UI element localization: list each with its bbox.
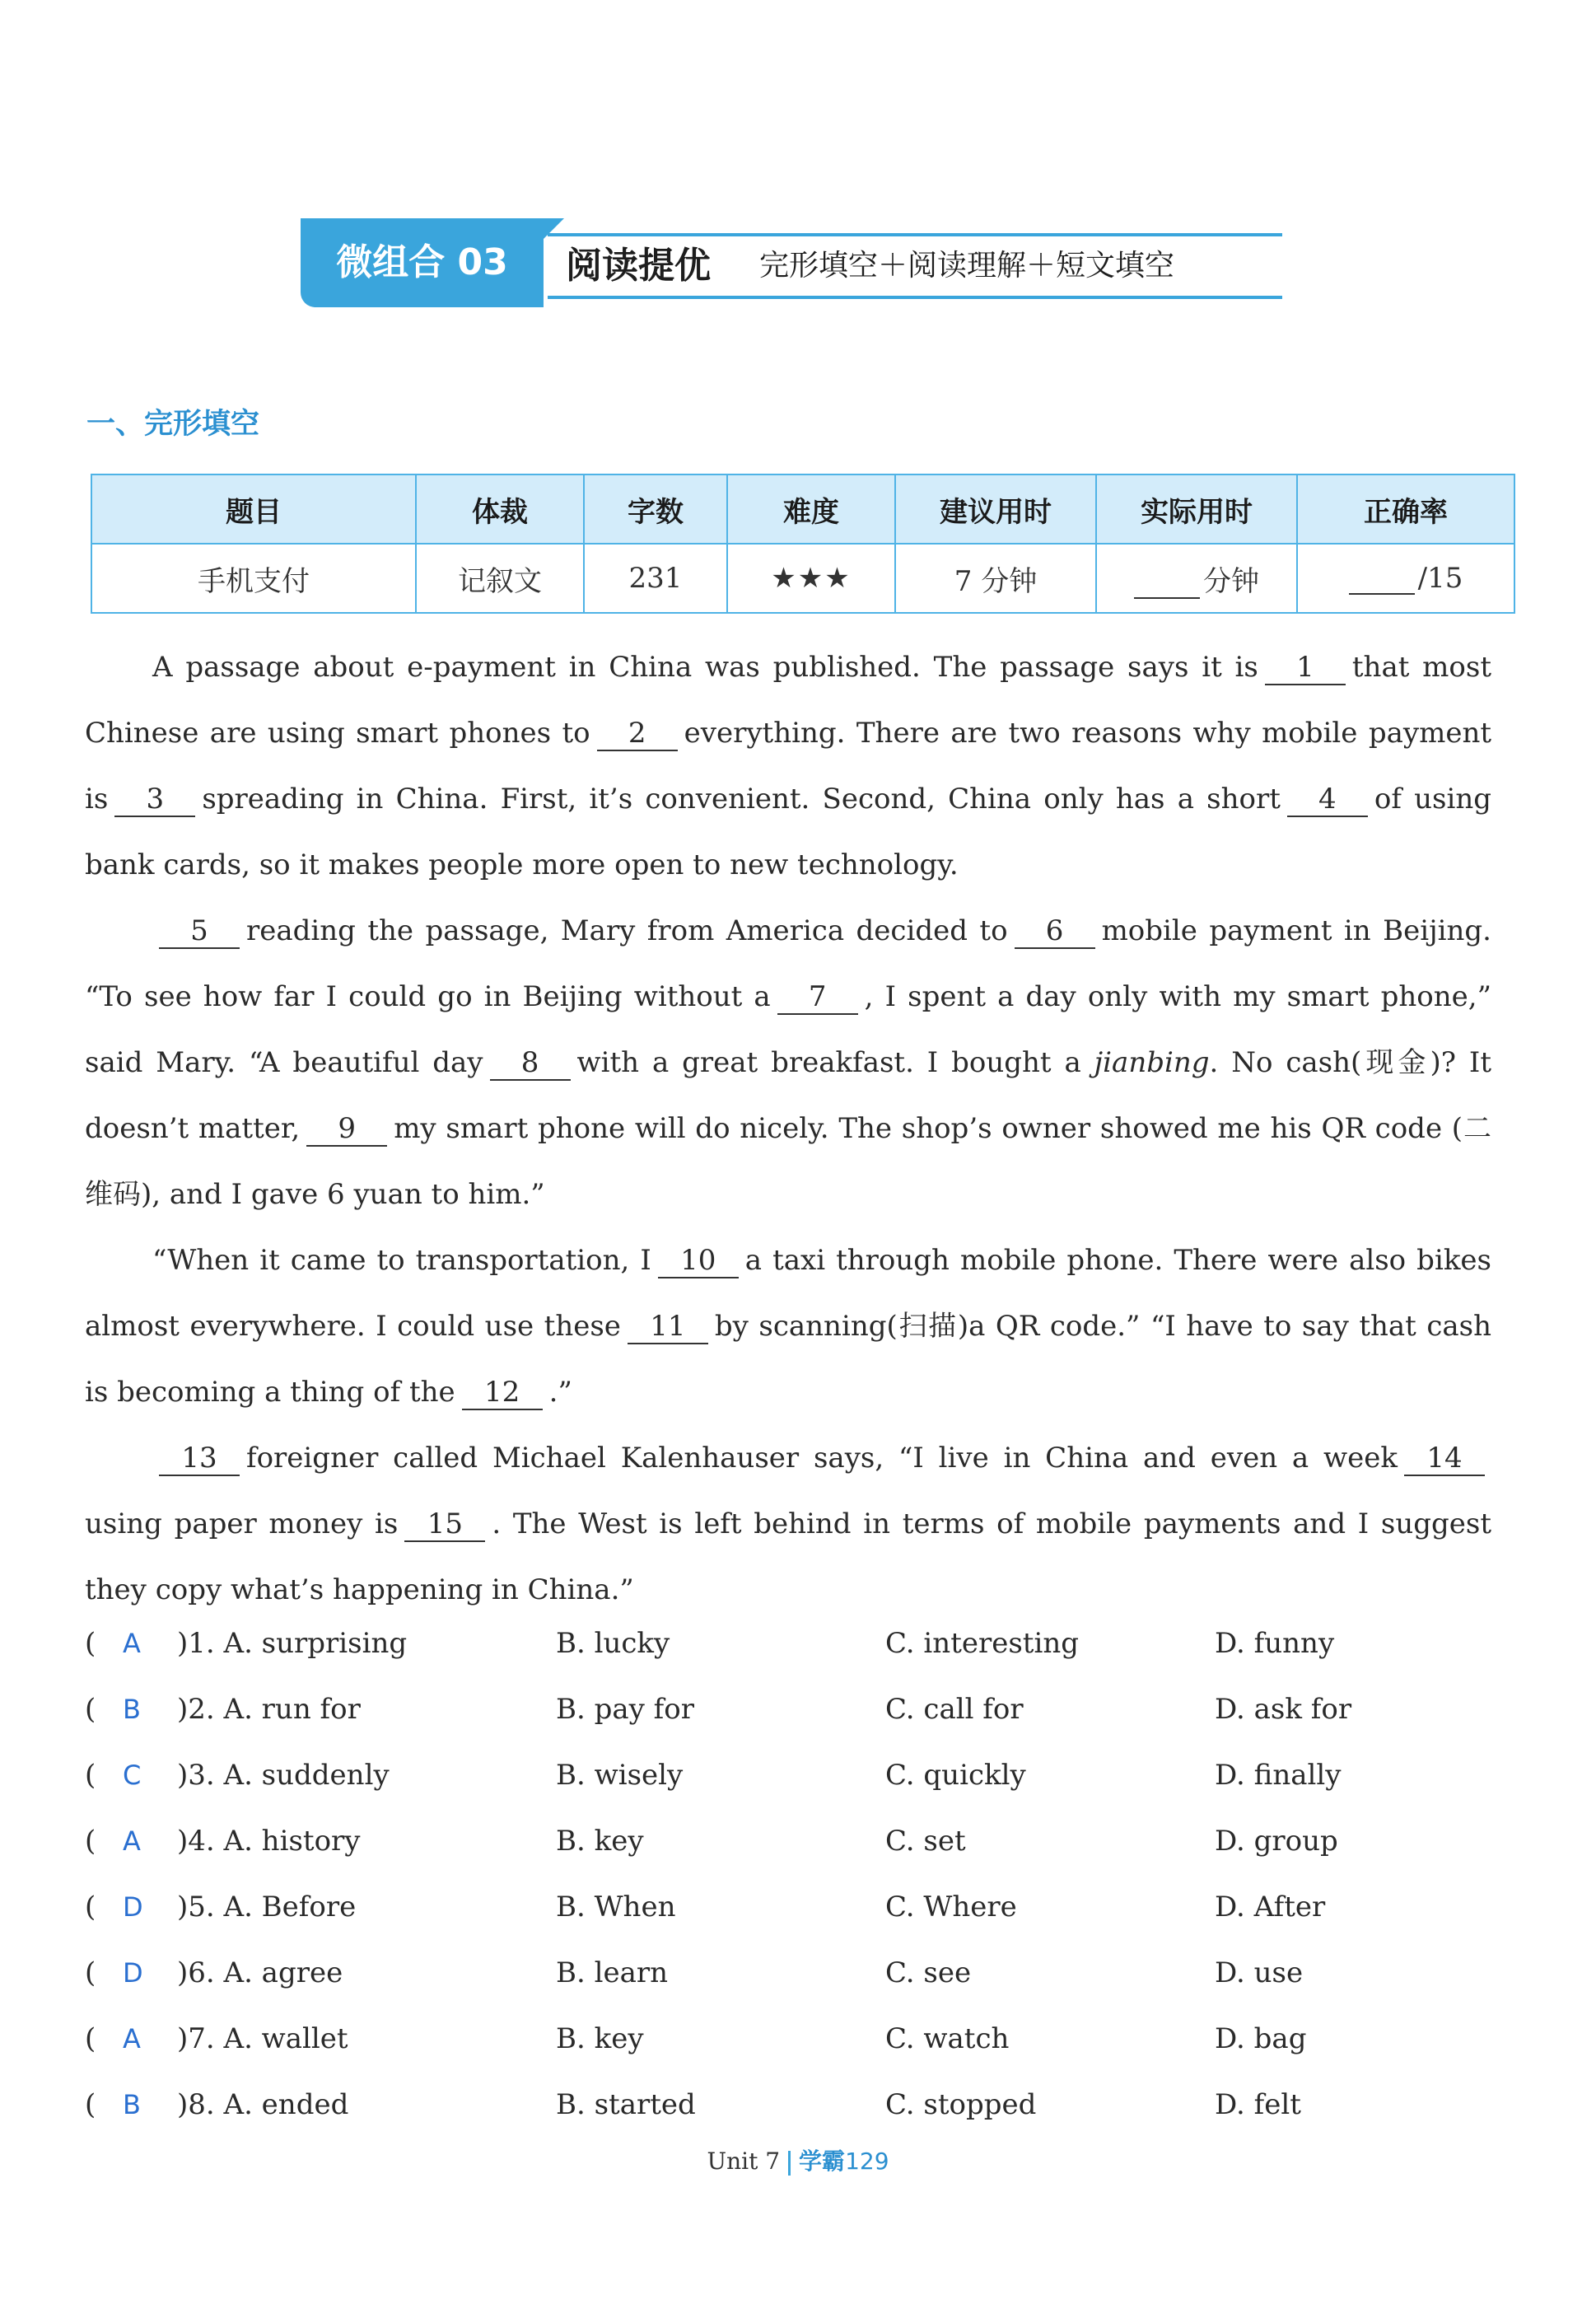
question-row bbox=[85, 2072, 1491, 2138]
passage-paragraph-1 bbox=[85, 634, 1491, 898]
accuracy-total: /15 bbox=[1417, 562, 1463, 595]
answer-mark[interactable]: D bbox=[123, 1957, 143, 1989]
passage-text: , I spent a day only with my smart phone,” said Mary. “A beautiful day bbox=[85, 980, 1491, 1079]
answer-mark[interactable]: B bbox=[123, 2089, 141, 2120]
cloze-passage bbox=[85, 634, 1491, 1623]
page-footer bbox=[0, 2143, 1596, 2176]
italic-word: jianbing bbox=[1094, 1046, 1210, 1079]
passage-text: “When it came to transportation, I bbox=[152, 1244, 651, 1277]
topic-cell: 手机支付 bbox=[91, 544, 416, 613]
option-b[interactable]: B. key bbox=[556, 1825, 644, 1858]
option-b[interactable]: B. started bbox=[556, 2088, 696, 2121]
answer-mark[interactable]: A bbox=[123, 2023, 141, 2054]
option-c[interactable]: C. call for bbox=[885, 1693, 1024, 1726]
option-a[interactable]: )8. A. ended bbox=[177, 2088, 349, 2121]
blank-14[interactable]: 14 bbox=[1404, 1442, 1485, 1476]
answer-mark[interactable]: A bbox=[123, 1825, 141, 1857]
accuracy-cell[interactable] bbox=[1297, 544, 1514, 613]
blank-5[interactable]: 5 bbox=[159, 914, 240, 949]
passage-text: my smart phone will do nicely. The shop’s owner showed me his QR code (二维码), and I gave 6 yuan to him.” bbox=[85, 1112, 1491, 1211]
passage-text: that most Chinese are using smart phones to bbox=[85, 651, 1492, 750]
passage-paragraph-4 bbox=[85, 1425, 1491, 1623]
genre-cell: 记叙文 bbox=[416, 544, 584, 613]
answer-paren: ( bbox=[85, 1693, 96, 1726]
blank-7[interactable]: 7 bbox=[777, 980, 858, 1015]
actual-time-cell[interactable] bbox=[1096, 544, 1297, 613]
table-header: 难度 bbox=[727, 474, 895, 544]
blank-2[interactable]: 2 bbox=[597, 717, 678, 751]
section-banner bbox=[301, 218, 1282, 307]
option-b[interactable]: B. key bbox=[556, 2022, 644, 2055]
table-header: 建议用时 bbox=[895, 474, 1096, 544]
question-row bbox=[85, 1676, 1491, 1742]
option-b[interactable]: B. When bbox=[556, 1891, 676, 1923]
option-c[interactable]: C. quickly bbox=[885, 1759, 1026, 1792]
banner-subtitle: 完形填空＋阅读理解＋短文填空 bbox=[759, 249, 1175, 283]
option-a[interactable]: )4. A. history bbox=[177, 1825, 361, 1858]
question-row bbox=[85, 1742, 1491, 1808]
blank-6[interactable]: 6 bbox=[1015, 914, 1095, 949]
question-row bbox=[85, 1610, 1491, 1676]
question-row bbox=[85, 2006, 1491, 2072]
option-d[interactable]: D. finally bbox=[1215, 1759, 1342, 1792]
answer-paren: ( bbox=[85, 2088, 96, 2121]
banner-tag: 微组合 03 bbox=[301, 218, 544, 307]
passage-text: using paper money is bbox=[85, 1507, 399, 1540]
page-number: 129 bbox=[845, 2148, 889, 2175]
question-row bbox=[85, 1808, 1491, 1874]
difficulty-stars: ★★★ bbox=[727, 544, 895, 613]
answer-mark[interactable]: C bbox=[123, 1760, 142, 1791]
passage-text: mobile payment in Beijing. “To see how far I could go in Beijing without a bbox=[85, 914, 1491, 1013]
info-table bbox=[91, 474, 1515, 614]
blank-1[interactable]: 1 bbox=[1265, 651, 1346, 685]
passage-paragraph-3 bbox=[85, 1227, 1491, 1425]
actual-time-unit: 分钟 bbox=[1203, 564, 1259, 598]
passage-text: a taxi through mobile phone. There were also bikes almost everywhere. I could use these bbox=[85, 1244, 1491, 1343]
answer-paren: ( bbox=[85, 1891, 96, 1923]
suggested-time-cell: 7 分钟 bbox=[895, 544, 1096, 613]
blank-9[interactable]: 9 bbox=[306, 1112, 387, 1147]
answer-paren: ( bbox=[85, 1759, 96, 1792]
passage-text: .” bbox=[548, 1376, 572, 1409]
actual-time-blank[interactable] bbox=[1134, 569, 1200, 599]
word-count-cell: 231 bbox=[584, 544, 727, 613]
option-a[interactable]: )2. A. run for bbox=[177, 1693, 361, 1726]
banner-title: 阅读提优 bbox=[566, 245, 711, 287]
table-row bbox=[91, 544, 1514, 613]
blank-11[interactable]: 11 bbox=[628, 1310, 708, 1344]
option-c[interactable]: C. Where bbox=[885, 1891, 1017, 1923]
blank-4[interactable]: 4 bbox=[1287, 783, 1368, 817]
option-c[interactable]: C. set bbox=[885, 1825, 966, 1858]
option-c[interactable]: C. interesting bbox=[885, 1627, 1079, 1660]
option-c[interactable]: C. watch bbox=[885, 2022, 1010, 2055]
table-header: 正确率 bbox=[1297, 474, 1514, 544]
option-c[interactable]: C. see bbox=[885, 1956, 972, 1989]
passage-paragraph-2 bbox=[85, 898, 1491, 1227]
option-d[interactable]: D. bag bbox=[1215, 2022, 1307, 2055]
banner-notch bbox=[539, 218, 564, 243]
option-b[interactable]: B. learn bbox=[556, 1956, 669, 1989]
passage-text: of using bank cards, so it makes people more open to new technology. bbox=[85, 783, 1491, 881]
answer-mark[interactable]: A bbox=[123, 1628, 141, 1659]
blank-15[interactable]: 15 bbox=[404, 1507, 485, 1542]
answer-paren: ( bbox=[85, 1627, 96, 1660]
passage-text: . No cash(现金)? It doesn’t matter, bbox=[85, 1046, 1492, 1145]
option-d[interactable]: D. After bbox=[1215, 1891, 1326, 1923]
section-title: 一、完形填空 bbox=[86, 408, 260, 441]
footer-divider bbox=[788, 2151, 791, 2176]
option-d[interactable]: D. ask for bbox=[1215, 1693, 1352, 1726]
passage-text: foreigner called Michael Kalenhauser says, “I live in China and even a week bbox=[246, 1442, 1398, 1475]
brand-label: 学霸 bbox=[799, 2148, 846, 2175]
passage-text: with a great breakfast. I bought a bbox=[576, 1046, 1081, 1079]
option-a[interactable]: )5. A. Before bbox=[177, 1891, 357, 1923]
passage-text: reading the passage, Mary from America decided to bbox=[246, 914, 1008, 947]
option-d[interactable]: D. use bbox=[1215, 1956, 1304, 1989]
option-a[interactable]: )1. A. surprising bbox=[177, 1627, 408, 1660]
passage-text: by scanning(扫描)a QR code.” “I have to say that cash is becoming a thing of the bbox=[85, 1310, 1491, 1409]
option-b[interactable]: B. wisely bbox=[556, 1759, 684, 1792]
option-d[interactable]: D. funny bbox=[1215, 1627, 1335, 1660]
answer-paren: ( bbox=[85, 1825, 96, 1858]
unit-label: Unit 7 bbox=[707, 2148, 781, 2175]
option-d[interactable]: D. group bbox=[1215, 1825, 1338, 1858]
question-row bbox=[85, 1874, 1491, 1940]
banner-rule-bottom bbox=[548, 296, 1282, 299]
question-row bbox=[85, 1940, 1491, 2006]
passage-text: A passage about e-payment in China was published. The passage says it is bbox=[152, 651, 1258, 684]
table-header-row bbox=[91, 474, 1514, 544]
accuracy-blank[interactable] bbox=[1349, 565, 1415, 595]
table-header: 字数 bbox=[584, 474, 727, 544]
table-header: 实际用时 bbox=[1096, 474, 1297, 544]
option-d[interactable]: D. felt bbox=[1215, 2088, 1301, 2121]
answer-paren: ( bbox=[85, 2022, 96, 2055]
option-c[interactable]: C. stopped bbox=[885, 2088, 1037, 2121]
blank-8[interactable]: 8 bbox=[490, 1046, 571, 1081]
option-b[interactable]: B. lucky bbox=[556, 1627, 670, 1660]
answer-mark[interactable]: B bbox=[123, 1694, 141, 1725]
option-a[interactable]: )3. A. suddenly bbox=[177, 1759, 390, 1792]
option-a[interactable]: )6. A. agree bbox=[177, 1956, 343, 1989]
answer-mark[interactable]: D bbox=[123, 1891, 143, 1923]
answer-paren: ( bbox=[85, 1956, 96, 1989]
passage-text: everything. There are two reasons why mobile payment is bbox=[85, 717, 1492, 816]
blank-13[interactable]: 13 bbox=[159, 1442, 240, 1476]
passage-text: spreading in China. First, it’s convenient. Second, China only has a short bbox=[202, 783, 1281, 816]
blank-3[interactable]: 3 bbox=[114, 783, 195, 817]
option-b[interactable]: B. pay for bbox=[556, 1693, 694, 1726]
option-a[interactable]: )7. A. wallet bbox=[177, 2022, 348, 2055]
blank-12[interactable]: 12 bbox=[462, 1376, 543, 1410]
blank-10[interactable]: 10 bbox=[658, 1244, 739, 1278]
table-header: 体裁 bbox=[416, 474, 584, 544]
table-header: 题目 bbox=[91, 474, 416, 544]
question-options bbox=[85, 1610, 1491, 2138]
passage-text: . The West is left behind in terms of mobile payments and I suggest they copy what’s happening in China.” bbox=[85, 1507, 1491, 1606]
